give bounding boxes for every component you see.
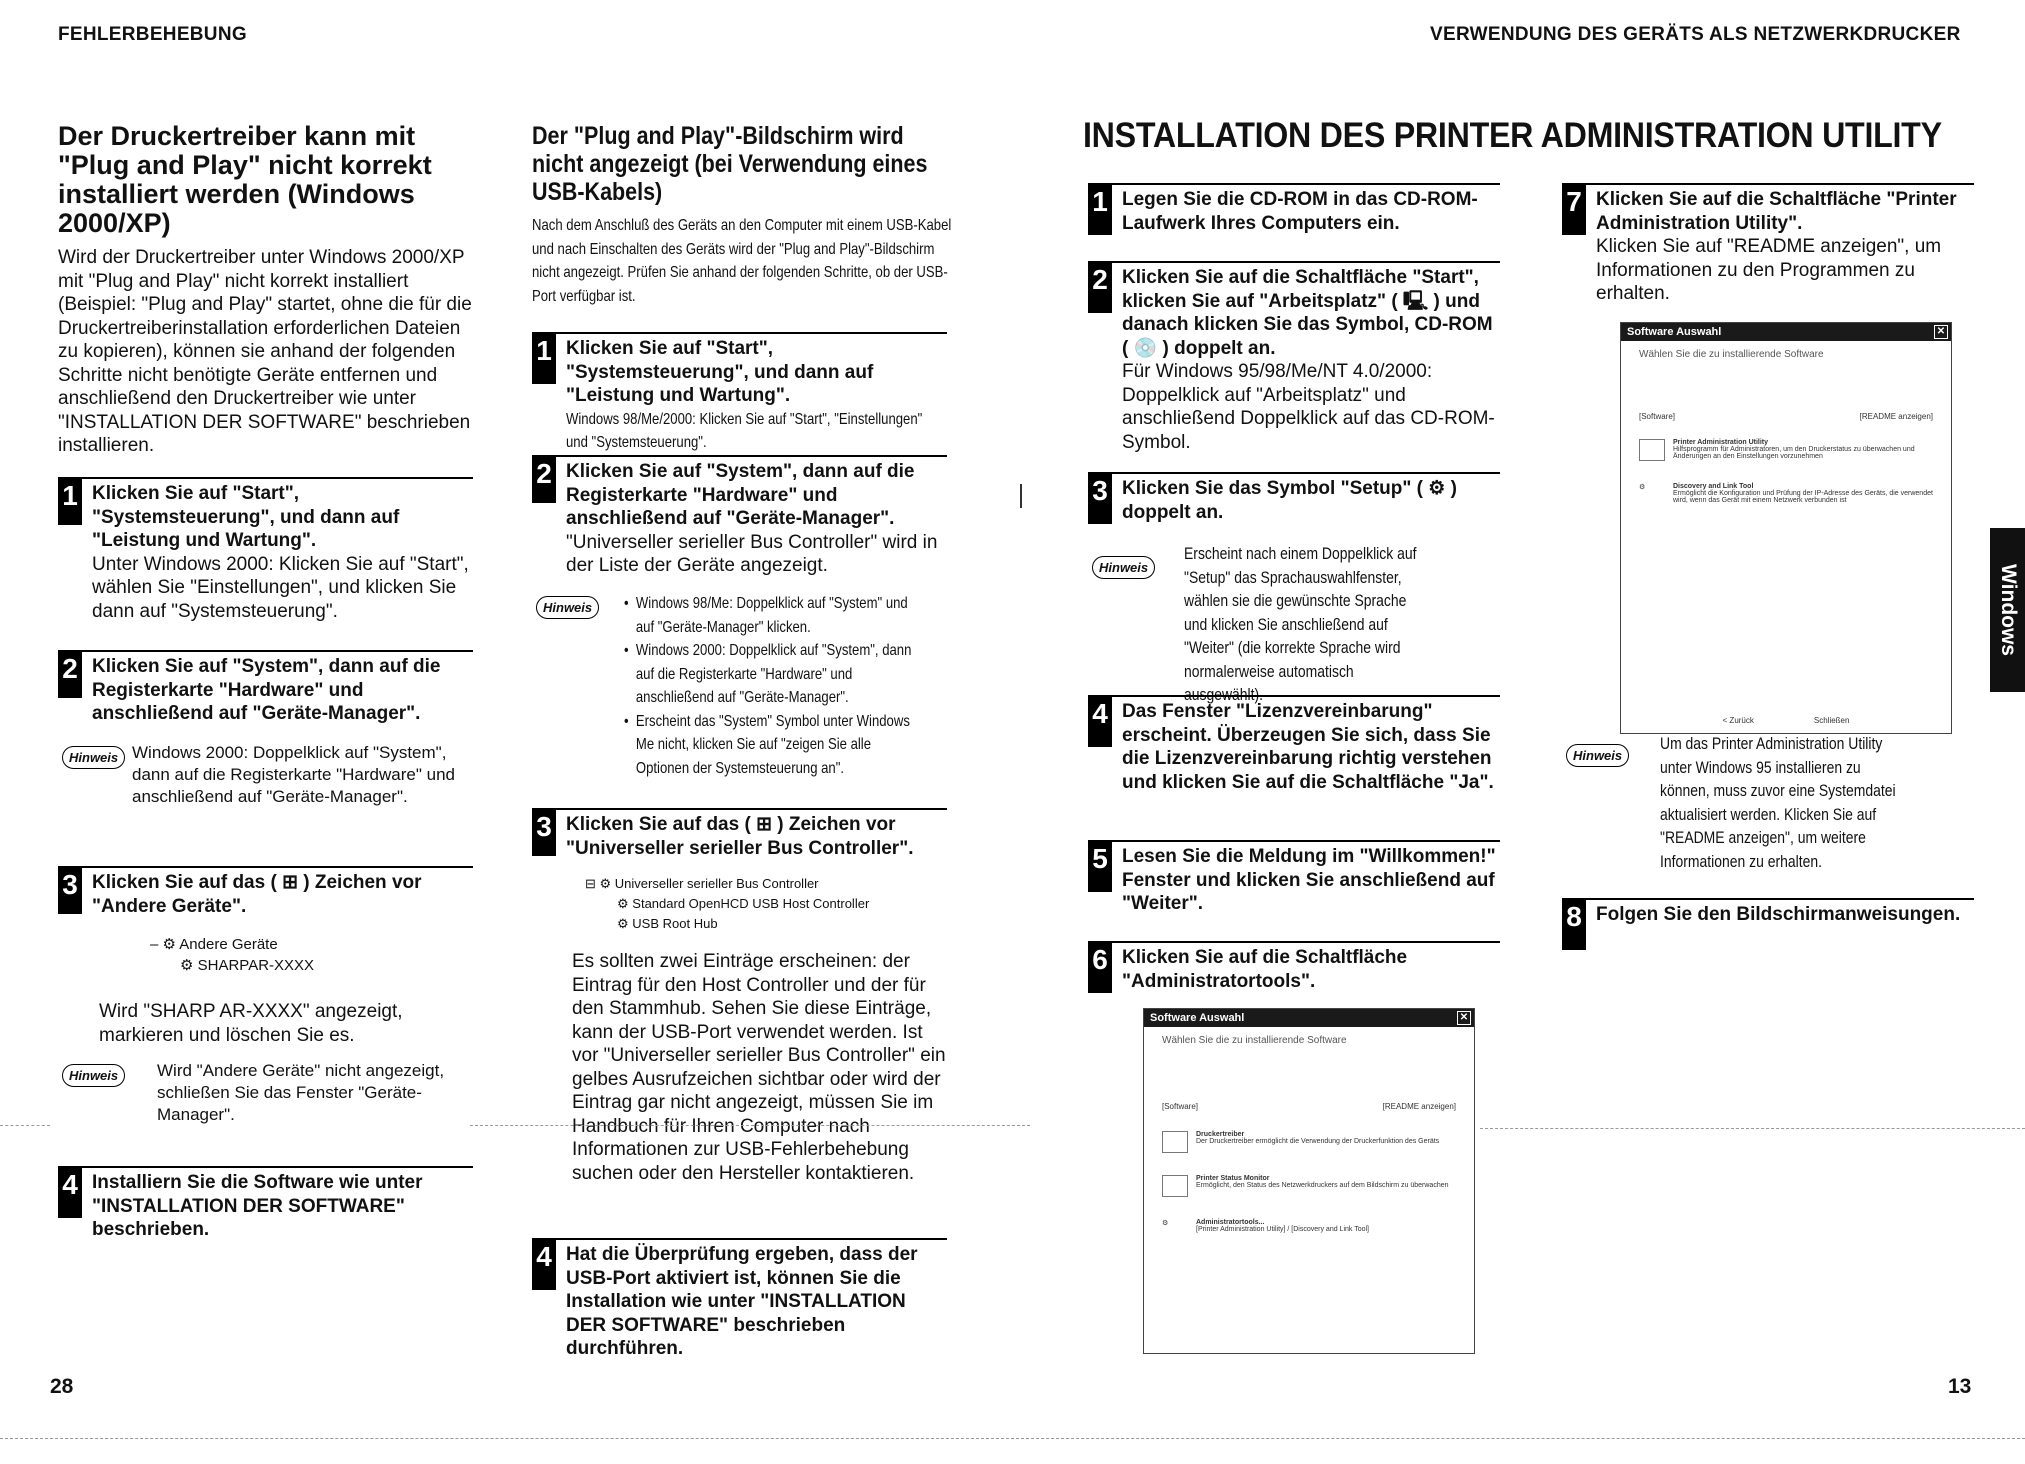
hint-badge: Hinweis	[1092, 556, 1155, 579]
left-step3-detail: Wird "SHARP AR-XXXX" angezeigt, markieren und löschen Sie es.	[99, 1001, 403, 1046]
step-number: 2	[58, 650, 82, 698]
step-detail: Für Windows 95/98/Me/NT 4.0/2000: Doppelklick auf "Arbeitsplatz" und anschließend Doppelklick auf das CD-ROM-Symbol.	[1122, 361, 1495, 453]
step-number: 3	[58, 866, 82, 914]
right-step-8	[1562, 898, 1974, 950]
step-instruction: Installiern Sie die Software wie unter "INSTALLATION DER SOFTWARE" beschrieben.	[92, 1172, 423, 1240]
admin-tools-dialog	[1620, 322, 1952, 734]
close-button[interactable]: Schließen	[1813, 716, 1850, 725]
hint-bullet: Windows 98/Me: Doppelklick auf "System" und auf "Geräte-Manager" klicken.	[635, 595, 908, 636]
step-number: 3	[532, 808, 556, 856]
mid-hint: Hinweis • Windows 98/Me: Doppelklick auf "System" und auf "Geräte-Manager" klicken. • Windows 2000: Doppelklick auf "System", dann auf die Registerkarte "Hardware" und anschließend auf "Geräte-Manager". • Erscheint das "System" Symbol unter Windows Me nicht, klicken Sie auf "zeigen Sie alle Optionen der Systemsteuerung an".	[536, 592, 946, 780]
usb-node: USB Root Hub	[632, 916, 718, 931]
divider	[0, 1438, 2025, 1439]
step-number: 2	[532, 455, 556, 503]
step-instruction: Klicken Sie auf "System", dann auf die Registerkarte "Hardware" und anschließend auf "Geräte-Manager".	[566, 461, 915, 529]
left-step-2	[58, 650, 473, 726]
step-instruction: Das Fenster "Lizenzvereinbarung" erscheint. Überzeugen Sie sich, dass Sie die Lizenzvereinbarung richtig verstehen und klicken Sie auf die Schaltfläche "Ja".	[1122, 701, 1494, 793]
step-number: 6	[1088, 941, 1112, 993]
hint-badge: Hinweis	[62, 746, 125, 769]
left-step-1	[58, 477, 473, 623]
step-number: 4	[1088, 695, 1112, 747]
right-title: INSTALLATION DES PRINTER ADMINISTRATION UTILITY	[1083, 116, 1942, 155]
right-step-5	[1088, 840, 1500, 916]
crop-mark	[1020, 484, 1022, 508]
step-instruction: Klicken Sie auf "Start", "Systemsteuerung", und dann auf "Leistung und Wartung".	[566, 338, 874, 406]
mid-intro: Nach dem Anschluß des Geräts an den Computer mit einem USB-Kabel und nach Einschalten des Geräts wird der "Plug and Play"-Bildschirm nicht angezeigt. Prüfen Sie anhand der folgenden Schritte, ob der USB-Port verfügbar ist.	[532, 217, 952, 305]
step-number: 4	[532, 1238, 556, 1290]
option-status-monitor[interactable]: Printer Status Monitor Ermöglicht, den Status des Netzwerkdruckers auf dem Bildschirm zu überwachen	[1144, 1167, 1474, 1201]
step-number: 4	[58, 1166, 82, 1218]
step-instruction: Klicken Sie auf die Schaltfläche "Printer Administration Utility".	[1596, 189, 1957, 234]
software-selection-dialog	[1143, 1008, 1475, 1354]
step-instruction: Legen Sie die CD-ROM in das CD-ROM-Laufwerk Ihres Computers ein.	[1122, 189, 1478, 234]
step-detail: Unter Windows 2000: Klicken Sie auf "Start", wählen Sie "Einstellungen", und klicken Sie dann auf "Systemsteuerung".	[92, 553, 469, 622]
option-printer-driver[interactable]: Druckertreiber Der Druckertreiber ermöglicht die Verwendung der Druckerfunktion des Geräts	[1144, 1123, 1474, 1157]
step-number: 8	[1562, 898, 1586, 950]
step-instruction: Folgen Sie den Bildschirmanweisungen.	[1596, 904, 1961, 925]
right-hint-3	[1092, 542, 1502, 707]
mid-title: Der "Plug and Play"-Bildschirm wird nicht angezeigt (bei Verwendung eines USB-Kabels)	[532, 122, 928, 206]
step-number: 5	[1088, 840, 1112, 892]
mid-step-2	[532, 455, 947, 578]
step-number: 3	[1088, 472, 1112, 524]
step-instruction: Klicken Sie das Symbol "Setup" ( ⚙ ) doppelt an.	[1122, 478, 1457, 523]
discovery-icon: ⚙	[1639, 484, 1646, 491]
mid-step3-detail: Es sollten zwei Einträge erscheinen: der Eintrag für den Host Controller und der für den Stammhub. Sehen Sie diese Einträge, kann der USB-Port verwendet werden. Ist vor "Universeller serieller Bus Controller" ein gelbes Ausrufzeichen sichtbar oder wird der Eintrag gar nicht angezeigt, müssen Sie im Handbuch für Ihren Computer nach Informationen zur USB-Fehlerbehebung suchen oder den Hersteller kontaktieren.	[572, 951, 946, 1184]
collapse-icon: – ⚙	[150, 936, 180, 953]
step-number: 1	[1088, 183, 1112, 235]
usb-icon: ⚙	[617, 896, 633, 911]
step-instruction: Klicken Sie auf die Schaltfläche "Start", klicken Sie auf "Arbeitsplatz" ( 🖳 ) und danach klicken Sie das Symbol, CD-ROM ( 💿 ) doppelt an.	[1122, 267, 1493, 359]
device-node: Andere Geräte	[179, 936, 278, 953]
right-hint-7	[1566, 732, 1976, 873]
side-tab-label: Windows	[1996, 564, 2020, 656]
left-section	[58, 122, 478, 458]
hint-badge: Hinweis	[62, 1064, 125, 1087]
right-step-3	[1088, 472, 1500, 524]
column-software: [Software]	[1162, 1102, 1199, 1111]
column-readme[interactable]: [README anzeigen]	[1859, 412, 1933, 421]
column-software: [Software]	[1639, 412, 1676, 421]
step-instruction: Klicken Sie auf die Schaltfläche "Administratortools".	[1122, 947, 1408, 992]
device-tree	[150, 934, 314, 976]
hint-text: Um das Printer Administration Utility unter Windows 95 installieren zu können, muss zuvor eine Systemdatei aktualisiert werden. Klicken Sie auf "README anzeigen", um weitere Informationen zu erhalten.	[1660, 734, 1896, 871]
hint-text: Windows 2000: Doppelklick auf "System", dann auf die Registerkarte "Hardware" und anschließend auf "Geräte-Manager".	[132, 743, 455, 806]
usb-node: Universeller serieller Bus Controller	[614, 876, 819, 891]
left-hint-1	[62, 742, 462, 808]
left-intro: Wird der Druckertreiber unter Windows 2000/XP mit "Plug and Play" nicht korrekt installiert (Beispiel: "Plug and Play" startet, ohne die für die Druckertreiberinstallation erforderlichen Dateien zu kopieren), können sie anhand der folgenden Schritte nicht benötigte Geräte entfernen und anschließend den Druckertreiber wie unter "INSTALLATION DER SOFTWARE" beschrieben installieren.	[58, 247, 472, 456]
left-hint-2	[62, 1060, 472, 1126]
hint-badge: Hinweis	[1566, 744, 1629, 767]
step-instruction: Klicken Sie auf "Start", "Systemsteuerung", und dann auf "Leistung und Wartung".	[92, 483, 400, 551]
divider	[470, 1125, 1030, 1126]
right-step-6	[1088, 941, 1500, 993]
close-icon[interactable]: ✕	[1457, 1011, 1471, 1025]
step-instruction: Klicken Sie auf das ( ⊞ ) Zeichen vor "Universeller serieller Bus Controller".	[566, 814, 914, 859]
hint-text: Wird "Andere Geräte" nicht angezeigt, schließen Sie das Fenster "Geräte-Manager".	[157, 1061, 445, 1124]
column-readme[interactable]: [README anzeigen]	[1382, 1102, 1456, 1111]
hint-bullet: Erscheint das "System" Symbol unter Windows Me nicht, klicken Sie auf "zeigen Sie alle Optionen der Systemsteuerung an".	[635, 712, 910, 777]
header-right: VERWENDUNG DES GERÄTS ALS NETZWERKDRUCKER	[1430, 24, 1961, 45]
right-step-1	[1088, 183, 1500, 235]
device-icon: ⚙	[180, 957, 198, 974]
mid-step-4	[532, 1238, 947, 1361]
printer-icon	[1162, 1131, 1188, 1153]
utility-icon	[1639, 439, 1665, 461]
collapse-icon: ⊟ ⚙	[585, 876, 615, 891]
step-instruction: Lesen Sie die Meldung im "Willkommen!" Fenster und klicken Sie anschließend auf "Weiter".	[1122, 846, 1496, 914]
header-left: FEHLERBEHEBUNG	[58, 24, 247, 45]
hint-text: Erscheint nach einem Doppelklick auf "Setup" das Sprachauswahlfenster, wählen sie die gewünschte Sprache und klicken Sie anschließend auf "Weiter" (die korrekte Sprache wird normalerweise automatisch ausgewählt).	[1184, 544, 1417, 704]
step-instruction: Klicken Sie auf das ( ⊞ ) Zeichen vor "Andere Geräte".	[92, 872, 422, 917]
hint-bullet: Windows 2000: Doppelklick auf "System", dann auf die Registerkarte "Hardware" und anschließend auf "Geräte-Manager".	[635, 642, 912, 706]
left-step-4	[58, 1166, 473, 1242]
option-discovery-tool[interactable]: ⚙ Discovery and Link Tool Ermöglicht die Konfiguration und Prüfung der IP-Adresse des Geräts, die verwendet wird, wenn das Gerät mit einem Netzwerk verbunden ist	[1639, 483, 1933, 504]
step-number: 7	[1562, 183, 1586, 235]
monitor-icon	[1162, 1175, 1188, 1197]
dialog-subtitle: Wählen Sie die zu installierende Software	[1162, 1035, 1347, 1046]
back-button[interactable]: < Zurück	[1722, 716, 1754, 725]
step-number: 1	[532, 332, 556, 384]
usb-tree	[585, 874, 869, 934]
step-instruction: Klicken Sie auf "System", dann auf die Registerkarte "Hardware" und anschließend auf "Geräte-Manager".	[92, 656, 441, 724]
step-detail: "Universeller serieller Bus Controller" wird in der Liste der Geräte angezeigt.	[566, 531, 938, 576]
dialog-title: Software Auswahl	[1627, 326, 1722, 338]
step-detail: Klicken Sie auf "README anzeigen", um Informationen zu den Programmen zu erhalten.	[1596, 236, 1942, 304]
step-instruction: Hat die Überprüfung ergeben, dass der USB-Port aktiviert ist, können Sie die Installation wie unter "INSTALLATION DER SOFTWARE" beschrieben durchführen.	[566, 1244, 918, 1359]
right-step-2	[1088, 261, 1500, 454]
device-node: SHARPAR-XXXX	[197, 957, 315, 974]
dialog-subtitle: Wählen Sie die zu installierende Software	[1639, 349, 1824, 360]
right-step-4	[1088, 695, 1500, 794]
page-number-right: 13	[1948, 1375, 1972, 1398]
left-title: Der Druckertreiber kann mit "Plug and Play" nicht korrekt installiert werden (Windows 2000/XP)	[58, 121, 432, 238]
divider	[1480, 1128, 2025, 1129]
usb-node: Standard OpenHCD USB Host Controller	[632, 896, 870, 911]
right-step-7	[1562, 183, 1974, 306]
step-number: 1	[58, 477, 82, 525]
mid-section	[532, 122, 952, 314]
mid-step-1	[532, 332, 947, 455]
close-icon[interactable]: ✕	[1934, 325, 1948, 339]
step-number: 2	[1088, 261, 1112, 313]
divider	[0, 1125, 50, 1126]
dialog-title: Software Auswahl	[1150, 1012, 1245, 1024]
tools-icon: ⚙	[1162, 1220, 1169, 1227]
hint-badge: Hinweis	[536, 596, 599, 619]
step-detail: Windows 98/Me/2000: Klicken Sie auf "Start", "Einstellungen" und "Systemsteuerung".	[566, 410, 923, 451]
option-admin-utility[interactable]: Printer Administration Utility Hilfsprogramm für Administratoren, um den Druckerstatus zu überwachen und Änderungen an den Einstellungen vorzunehmen	[1621, 431, 1951, 465]
usb-icon: ⚙	[617, 916, 633, 931]
windows-side-tab	[1990, 528, 2025, 692]
mid-step-3	[532, 808, 947, 860]
page-number-left: 28	[50, 1375, 74, 1398]
option-admin-tools[interactable]: ⚙ Administratortools... [Printer Administration Utility] / [Discovery and Link Tool]	[1144, 1211, 1474, 1245]
left-step-3	[58, 866, 473, 918]
